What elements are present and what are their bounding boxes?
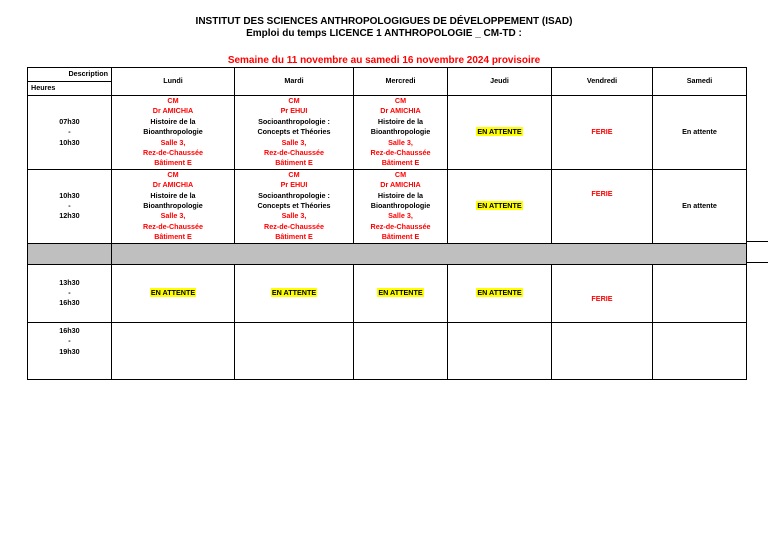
pending-cell [112,264,235,322]
course-room: Salle 3, [160,211,186,221]
course-room: Salle 3, [388,211,413,221]
en-attente-label: EN ATTENTE [477,127,522,137]
course-title: Histoire de la [377,116,424,126]
course-teacher: Dr AMICHIA [380,106,421,116]
holiday-cell: FERIE [552,96,653,170]
course-title: Concepts et Théories [257,201,331,211]
course-teacher: Pr EHUI [280,180,308,190]
corner-heures: Heures [28,82,112,96]
course-type: CM [288,96,300,105]
time-slot-2: 10h30 - 12h30 [28,169,112,243]
course-teacher: Dr AMICHIA [152,180,194,190]
en-attente-label: EN ATTENTE [378,287,423,297]
break-line-extension [746,241,768,242]
course-building: Bâtiment E [275,158,313,168]
pending-cell [448,96,552,170]
pending-cell [354,264,448,322]
course-floor: Rez-de-Chaussée [143,221,203,231]
course-cell [112,96,235,170]
time-slot-4: 16h30 - 19h30 [28,322,112,379]
course-building: Bâtiment E [154,158,192,168]
course-floor: Rez-de-Chaussée [370,148,431,158]
course-cell [235,96,354,170]
break-row-left [28,243,112,264]
course-type: CM [394,169,407,179]
course-floor: Rez-de-Chaussée [370,221,431,231]
empty-cell [448,322,552,379]
pending-cell-lower: En attente [653,96,747,170]
course-title: Bioanthropologie [143,127,203,137]
course-teacher: Dr AMICHIA [152,106,194,116]
corner-description: Description [28,68,112,82]
en-attente-label: EN ATTENTE [477,287,522,297]
empty-cell [653,322,747,379]
course-room: Salle 3, [160,137,186,147]
course-title: Concepts et Théories [257,127,331,137]
course-teacher: Dr AMICHIA [380,180,421,190]
course-title: Histoire de la [150,116,196,126]
time-slot-3: 13h30 - 16h30 [28,264,112,322]
course-building: Bâtiment E [154,232,192,242]
course-type: CM [167,169,179,179]
course-title: Socioanthropologie : [258,116,330,126]
day-header-mardi: Mardi [235,68,354,96]
course-building: Bâtiment E [275,232,313,242]
course-title: Bioanthropologie [370,127,431,137]
empty-cell [354,322,448,379]
holiday-cell: FERIE [552,169,653,243]
course-room: Salle 3, [388,137,413,147]
timetable [27,67,747,380]
empty-cell [112,322,235,379]
course-cell [112,169,235,243]
pending-cell [448,169,552,243]
course-title: Bioanthropologie [370,201,431,211]
course-title: Socioanthropologie : [258,190,330,200]
pending-cell [235,264,354,322]
empty-cell [653,264,747,322]
course-title: Histoire de la [377,190,424,200]
course-floor: Rez-de-Chaussée [143,148,203,158]
course-floor: Rez-de-Chaussée [264,148,324,158]
en-attente-label: EN ATTENTE [477,201,522,211]
course-type: CM [167,96,179,105]
break-line-extension [746,262,768,263]
holiday-cell: FERIE [552,264,653,322]
pending-cell [448,264,552,322]
en-attente-label: EN ATTENTE [150,287,196,297]
course-floor: Rez-de-Chaussée [264,221,324,231]
en-attente-label: EN ATTENTE [271,287,317,297]
break-row [112,243,747,264]
time-slot-1: 07h30 - 10h30 [28,96,112,170]
course-title: Bioanthropologie [143,201,203,211]
course-building: Bâtiment E [381,158,420,168]
day-header-samedi: Samedi [653,68,747,96]
course-type: CM [288,169,300,179]
pending-cell-lower: En attente [653,169,747,243]
course-cell [235,169,354,243]
day-header-lundi: Lundi [112,68,235,96]
day-header-mercredi: Mercredi [354,68,448,96]
course-building: Bâtiment E [381,232,420,242]
day-header-vendredi: Vendredi [552,68,653,96]
course-type: CM [394,96,407,105]
course-room: Salle 3, [281,211,307,221]
course-teacher: Pr EHUI [280,106,308,116]
empty-cell [235,322,354,379]
course-title: Histoire de la [150,190,196,200]
institute-title: INSTITUT DES SCIENCES ANTHROPOLOGIGUES DE DÉVELOPPEMENT (ISAD) [195,16,573,27]
empty-cell [552,322,653,379]
schedule-subtitle: Emploi du temps LICENCE 1 ANTHROPOLOGIE _ CM-TD : [246,28,522,39]
course-cell [354,169,448,243]
day-header-jeudi: Jeudi [448,68,552,96]
week-title: Semaine du 11 novembre au samedi 16 novembre 2024 provisoire [227,55,541,66]
course-cell [354,96,448,170]
course-room: Salle 3, [281,137,307,147]
